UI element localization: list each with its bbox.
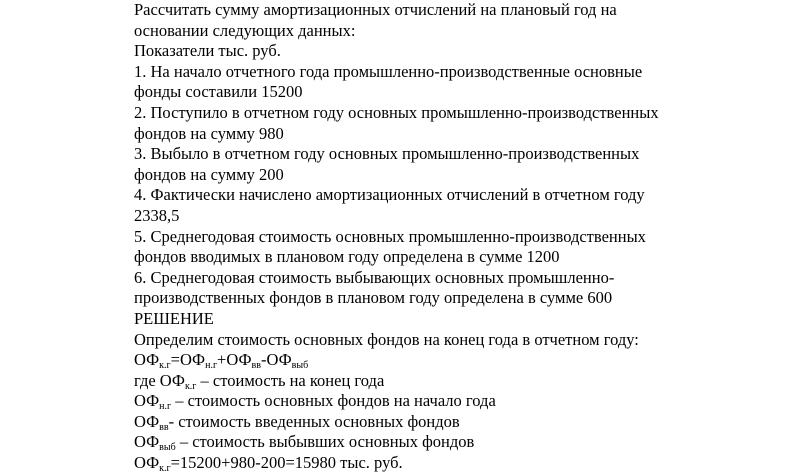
item-1-line-2: фонды составили 15200 — [134, 82, 303, 102]
item-6-line-1: 6. Среднегодовая стоимость выбывающих основных промышленно- — [134, 267, 615, 287]
item-1-line-1: 1. На начало отчетного года промышленно-производственные основные — [134, 61, 643, 81]
definition-kg: где $ОФ_{к.г}$ – стоимость на конец года — [134, 370, 385, 392]
item-3-line-2: фондов на сумму 200 — [134, 164, 284, 184]
task-line-2: основании следующих данных: — [134, 20, 356, 40]
indicators-header: Показатели тыс. руб. — [134, 41, 281, 61]
item-4-line-2: 2338,5 — [134, 205, 180, 225]
item-6-line-2: производственных фондов в плановом году определена в сумме 600 — [134, 288, 613, 308]
item-2-line-1: 2. Поступило в отчетном году основных промышленно-производственных — [134, 102, 659, 122]
definition-ng: $ОФ_{н.г}$ – стоимость основных фондов на начало года — [134, 391, 496, 413]
solution-heading: РЕШЕНИЕ — [134, 308, 214, 328]
calculation-line: $ОФ_{к.г}=15200+980-200=15980$ тыс. руб. — [134, 453, 403, 474]
item-5-line-2: фондов вводимых в плановом году определена в сумме 1200 — [134, 247, 560, 267]
item-4-line-1: 4. Фактически начислено амортизационных отчислений в отчетном году — [134, 185, 645, 205]
item-2-line-2: фондов на сумму 980 — [134, 123, 284, 143]
formula: $ОФ_{к.г}=ОФ_{н.г}+ОФ_{вв}-ОФ_{выб}$ — [134, 350, 309, 372]
definition-vyb: $ОФ_{выб}$ – стоимость выбывших основных фондов — [134, 432, 475, 454]
definition-vv: $ОФ_{вв}-$ стоимость введенных основных фондов — [134, 411, 460, 433]
item-3-line-1: 3. Выбыло в отчетном году основных промышленно-производственных — [134, 144, 640, 164]
item-5-line-1: 5. Среднегодовая стоимость основных промышленно-производственных — [134, 226, 646, 246]
solution-intro: Определим стоимость основных фондов на конец года в отчетном году: — [134, 329, 639, 349]
task-line-1: Рассчитать сумму амортизационных отчислений на плановый год на — [134, 0, 617, 19]
document-page — [134, 0, 794, 474]
